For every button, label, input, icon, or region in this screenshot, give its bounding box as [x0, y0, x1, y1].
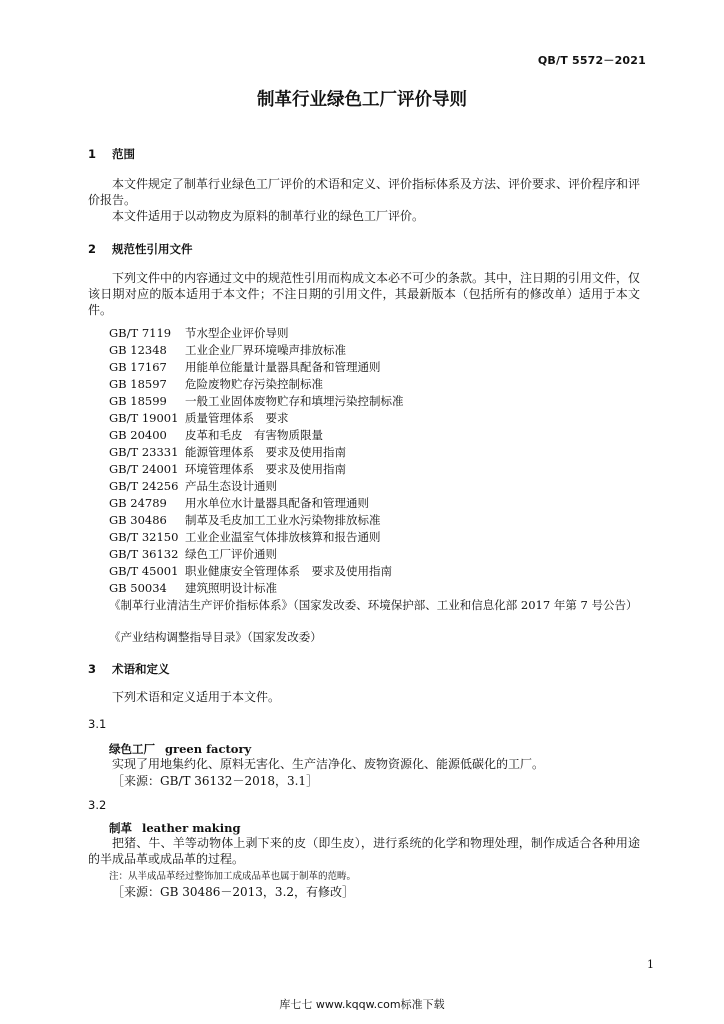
reference-name: 用水单位水计量器具配备和管理通则	[185, 496, 369, 510]
reference-name: 制革及毛皮加工工业水污染物排放标准	[185, 513, 381, 527]
reference-extra-2: 《产业结构调整指导目录》（国家发改委）	[109, 630, 322, 644]
reference-name: 节水型企业评价导则	[185, 326, 289, 340]
document-title: 制革行业绿色工厂评价导则	[257, 90, 467, 110]
reference-code: GB 30486	[109, 513, 167, 527]
reference-code: GB/T 23331	[109, 445, 179, 459]
reference-item	[109, 547, 277, 562]
reference-item	[109, 581, 277, 596]
reference-code: GB 50034	[109, 581, 167, 595]
section-1-paragraph-2: 本文件适用于以动物皮为原料的制革行业的绿色工厂评价。	[112, 209, 425, 223]
reference-name: 职业健康安全管理体系 要求及使用指南	[185, 564, 392, 578]
reference-item	[109, 326, 289, 341]
section-number: 3	[88, 662, 97, 676]
term-heading	[109, 820, 241, 836]
reference-name: 绿色工厂评价通则	[185, 547, 277, 561]
standard-code: QB/T 5572－2021	[537, 54, 646, 67]
reference-code: GB 12348	[109, 343, 167, 357]
reference-code: GB/T 24001	[109, 462, 179, 476]
reference-name: 环境管理体系 要求及使用指南	[185, 462, 346, 476]
reference-item	[109, 394, 404, 409]
section-3-intro: 下列术语和定义适用于本文件。	[112, 690, 281, 704]
term-en: green factory	[165, 742, 252, 756]
reference-item	[109, 428, 323, 443]
reference-item	[109, 445, 346, 460]
reference-code: GB/T 24256	[109, 479, 179, 493]
reference-code: GB 17167	[109, 360, 167, 374]
section-title: 规范性引用文件	[112, 242, 193, 256]
section-title: 范围	[112, 147, 135, 161]
term-note: 注：从半成品革经过整饰加工成成品革也属于制革的范畴。	[109, 871, 357, 882]
reference-extra-1: 《制革行业清洁生产评价指标体系》（国家发改委、环境保护部、工业和信息化部 2017 年第 7 号公告）	[109, 598, 638, 612]
reference-name: 质量管理体系 要求	[185, 411, 289, 425]
reference-code: GB/T 45001	[109, 564, 179, 578]
term-en: leather making	[142, 821, 241, 835]
reference-code: GB 18599	[109, 394, 167, 408]
reference-item	[109, 411, 289, 426]
reference-code: GB 24789	[109, 496, 167, 510]
reference-code: GB/T 36132	[109, 547, 179, 561]
reference-code: GB/T 19001	[109, 411, 179, 425]
page-number: 1	[647, 958, 654, 971]
reference-code: GB/T 32150	[109, 530, 179, 544]
reference-name: 建筑照明设计标准	[185, 581, 277, 595]
reference-name: 工业企业厂界环境噪声排放标准	[185, 343, 346, 357]
reference-code: GB/T 7119	[109, 326, 172, 340]
reference-code: GB 18597	[109, 377, 167, 391]
reference-item	[109, 496, 369, 511]
reference-name: 能源管理体系 要求及使用指南	[185, 445, 346, 459]
term-cn: 制革	[109, 821, 132, 835]
reference-item	[109, 377, 323, 392]
reference-name: 产品生态设计通则	[185, 479, 277, 493]
reference-code: GB 20400	[109, 428, 167, 442]
reference-name: 危险废物贮存污染控制标准	[185, 377, 323, 391]
reference-name: 工业企业温室气体排放核算和报告通则	[185, 530, 381, 544]
section-number: 1	[88, 147, 97, 161]
term-definition: 把猪、牛、羊等动物体上剥下来的皮（即生皮），进行系统的化学和物理处理，制作成适合各种用途的半成品革或成品革的过程。	[88, 836, 640, 866]
section-1-paragraph-1: 本文件规定了制革行业绿色工厂评价的术语和定义、评价指标体系及方法、评价要求、评价程序和评价报告。	[88, 177, 641, 207]
reference-name: 一般工业固体废物贮存和填埋污染控制标准	[185, 394, 404, 408]
section-2-intro: 下列文件中的内容通过文中的规范性引用而构成文本必不可少的条款。其中，注日期的引用文件，仅该日期对应的版本适用于本文件；不注日期的引用文件，其最新版本（包括所有的修改单）适用于本文件。	[88, 271, 641, 317]
reference-item	[109, 530, 381, 545]
term-number: 3.1	[88, 717, 107, 731]
section-2-heading	[88, 241, 193, 257]
reference-item	[109, 343, 346, 358]
term-heading	[109, 741, 251, 757]
section-3-heading	[88, 661, 170, 677]
reference-item	[109, 360, 381, 375]
term-source: ［来源：GB/T 36132－2018，3.1］	[112, 774, 319, 788]
term-number: 3.2	[88, 798, 107, 812]
term-cn: 绿色工厂	[109, 742, 155, 756]
section-title: 术语和定义	[112, 662, 170, 676]
footer-watermark: 库七七 www.kqqw.com标准下载	[279, 998, 445, 1011]
section-1-heading	[88, 146, 135, 162]
reference-item	[109, 462, 346, 477]
reference-item	[109, 479, 277, 494]
reference-name: 用能单位能量计量器具配备和管理通则	[185, 360, 381, 374]
term-definition: 实现了用地集约化、原料无害化、生产洁净化、废物资源化、能源低碳化的工厂。	[112, 757, 545, 771]
reference-item	[109, 513, 381, 528]
reference-name: 皮革和毛皮 有害物质限量	[185, 428, 323, 442]
reference-item	[109, 564, 392, 579]
term-source: ［来源：GB 30486－2013，3.2，有修改］	[112, 885, 355, 899]
section-number: 2	[88, 242, 97, 256]
